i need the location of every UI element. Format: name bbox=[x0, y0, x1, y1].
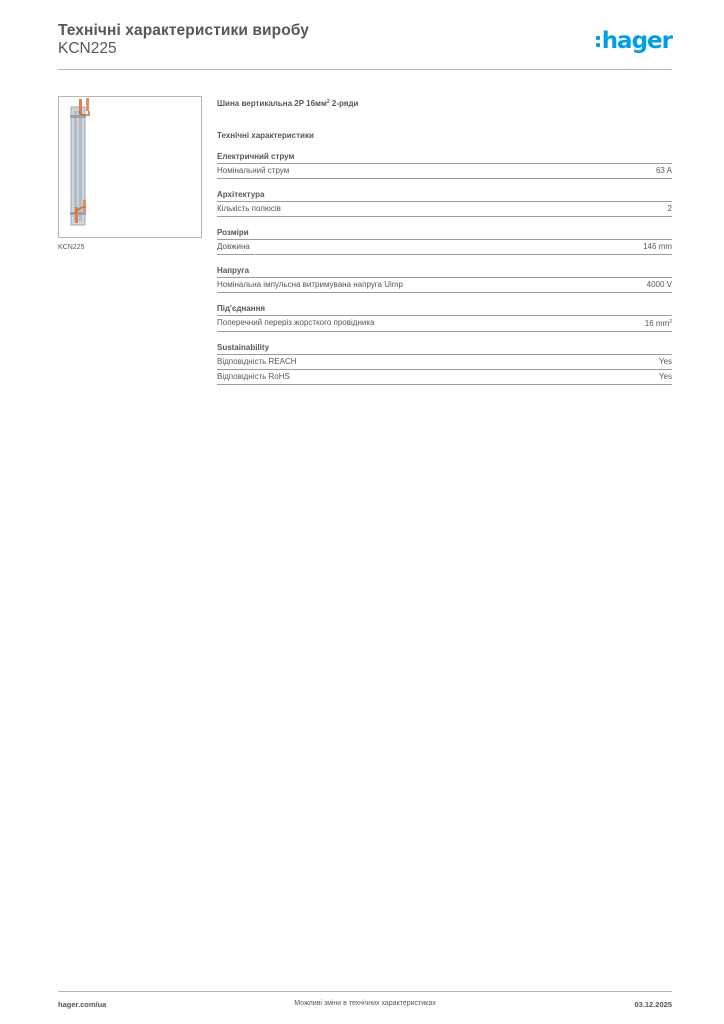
spec-row bbox=[217, 355, 672, 370]
product-image bbox=[58, 96, 202, 238]
footer-date: 03.12.2025 bbox=[634, 1000, 672, 1009]
group-title: Sustainability bbox=[217, 342, 672, 355]
group-title: Розміри bbox=[217, 227, 672, 240]
footer-website-link[interactable]: hager.com/ua bbox=[58, 1000, 107, 1009]
spec-value: Yes bbox=[658, 357, 672, 366]
spec-group-connection bbox=[217, 303, 672, 332]
product-name: Шина вертикальна 2P $16мм^2$ 2-ряди bbox=[217, 99, 359, 108]
spec-value: 4000 V bbox=[646, 280, 672, 289]
logo-text: hager bbox=[601, 28, 672, 54]
image-caption: KCN225 bbox=[58, 244, 85, 251]
section-title: Технічні характеристики bbox=[217, 131, 314, 140]
spec-value: Yes bbox=[658, 372, 672, 381]
spec-group-architecture bbox=[217, 189, 672, 217]
spec-row bbox=[217, 278, 672, 293]
product-code: KCN225 bbox=[58, 40, 117, 57]
spec-label: Номінальний струм bbox=[217, 166, 290, 175]
spec-row bbox=[217, 316, 672, 332]
busbar-product-icon bbox=[59, 97, 203, 239]
spec-value: 2 bbox=[667, 204, 672, 213]
spec-value: 16 $mm^2$ bbox=[644, 319, 672, 328]
spec-group-voltage bbox=[217, 265, 672, 293]
spec-group-sustainability bbox=[217, 342, 672, 385]
group-title: Архітектура bbox=[217, 189, 672, 202]
footer-disclaimer: Можливі зміни в технічних характеристиках bbox=[294, 1000, 436, 1007]
spec-label: Кількість полюсів bbox=[217, 204, 281, 213]
page-footer bbox=[58, 991, 672, 1021]
spec-row bbox=[217, 370, 672, 385]
page-title: Технічні характеристики виробу bbox=[58, 22, 309, 39]
logo-mark-icon bbox=[596, 36, 600, 47]
group-title: Під'єднання bbox=[217, 303, 672, 316]
spec-label: Довжина bbox=[217, 242, 250, 251]
group-title: Напруга bbox=[217, 265, 672, 278]
spec-value: 63 A bbox=[655, 166, 672, 175]
spec-row bbox=[217, 164, 672, 179]
spec-value: 146 mm bbox=[643, 242, 672, 251]
spec-row bbox=[217, 240, 672, 255]
spec-label: Відповідність REACH bbox=[217, 357, 297, 366]
spec-group-electric-current bbox=[217, 151, 672, 179]
spec-content bbox=[217, 96, 672, 385]
spec-group-dimensions bbox=[217, 227, 672, 255]
spec-row bbox=[217, 202, 672, 217]
spec-label: Поперечний переріз жорсткого провідника bbox=[217, 318, 375, 327]
hager-logo[interactable] bbox=[596, 28, 672, 54]
spec-label: Номінальна імпульсна витримувана напруга Uimp bbox=[217, 280, 403, 289]
spec-label: Відповідність RoHS bbox=[217, 372, 290, 381]
page-header bbox=[58, 20, 672, 70]
group-title: Електричний струм bbox=[217, 151, 672, 164]
